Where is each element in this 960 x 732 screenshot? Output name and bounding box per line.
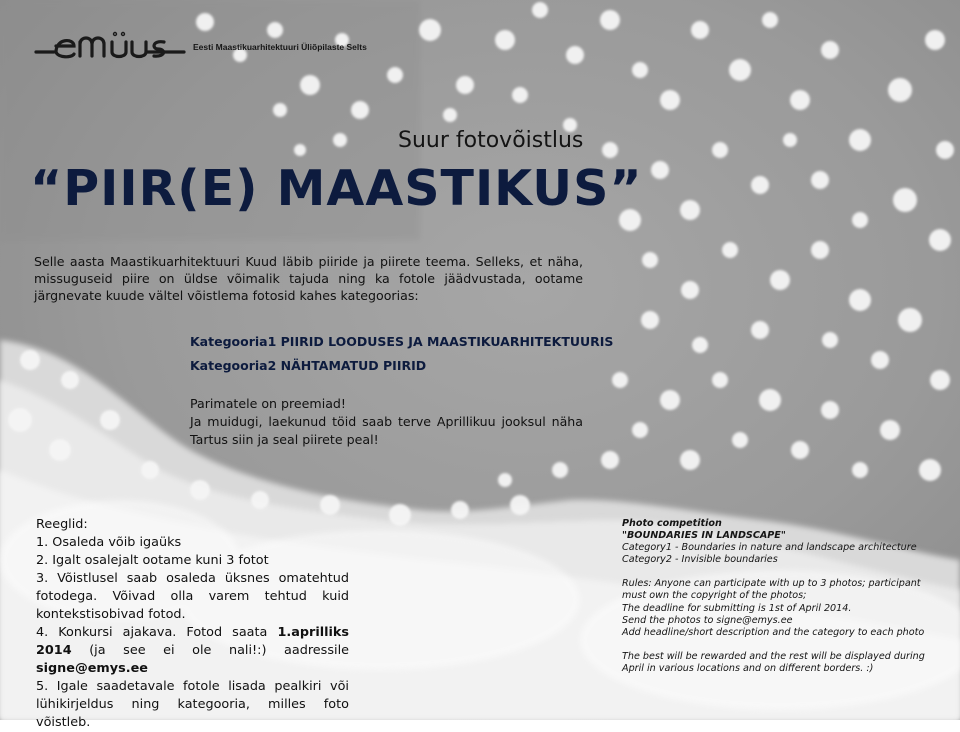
english-heading-1: Photo competition [622,518,722,529]
rule-deadline: 1.aprilliks 2014 [36,625,349,658]
english-reward: The best will be rewarded and the rest will be displayed during April in various locations and on different borders. :) [622,650,925,674]
prizes-text [190,395,583,449]
prizes-line-1: Parimatele on preemiad! [190,396,346,411]
prizes-line-2: Ja muidugi, laekunud töid saab terve Aprillikuu jooksul näha Tartus siin ja seal piirete peal! [190,414,583,447]
english-heading-2: "BOUNDARIES IN LANDSCAPE" [622,530,786,542]
rule-item-3: 3. Võistlusel saab osaleda üksnes omatehtud fotodega. Võivad olla varem tehtud kuid kontekstisobivad fotod. [36,571,349,622]
rules-heading: Reeglid: [36,517,88,532]
rule-item-4-text-a: 4. Konkursi ajakava. Fotod saata [36,625,278,640]
rule-item-1: 1. Osaleda võib igaüks [36,535,182,550]
category-1: Kategooria1 PIIRID LOODUSES JA MAASTIKUARHITEKTUURIS [190,334,614,349]
emys-wordmark-icon [34,22,194,62]
page-title: “PIIR(E) MAASTIKUS” [30,160,643,217]
english-add: Add headline/short description and the category to each photo [622,626,925,638]
category-2: Kategooria2 NÄHTAMATUD PIIRID [190,358,427,373]
english-deadline: The deadline for submitting is 1st of April 2014. [622,602,852,614]
rules-list [36,516,349,732]
subtitle: Suur fotovõistlus [398,128,584,153]
intro-text: Selle aasta Maastikuarhitektuuri Kuud läbib piiride ja piirete teema. Selleks, et näha, missuguseid piire on üldse võimalik tajuda ning ka fotole jäädvustada, ootame järgnevate kuude vältel võistlema fotosid kahes kategoorias: [34,254,583,303]
rule-item-5: 5. Igale saadetavale fotole lisada pealkiri või lühikirjeldus ning kategooria, milles foto võistleb. [36,679,349,730]
english-summary [622,518,944,675]
english-rules: Rules: Anyone can participate with up to 3 photos; participant must own the copyright of the photos; [622,578,921,602]
rule-item-2: 2. Igalt osalejalt ootame kuni 3 fotot [36,553,269,568]
rule-item-4 [36,624,349,678]
english-send: Send the photos to signe@emys.ee [622,614,793,626]
spacer [622,566,944,578]
emys-logo [34,22,384,62]
english-category-1: Category1 - Boundaries in nature and landscape architecture [622,542,917,554]
rule-email: signe@emys.ee [36,661,148,676]
org-name: Eesti Maastikuarhitektuuri Üliõpilaste Selts [193,42,367,52]
rule-item-4-text-b: (ja see ei ole nali!:) aadressile [71,643,349,658]
spacer [622,639,944,651]
english-category-2: Category2 - Invisible boundaries [622,554,778,566]
